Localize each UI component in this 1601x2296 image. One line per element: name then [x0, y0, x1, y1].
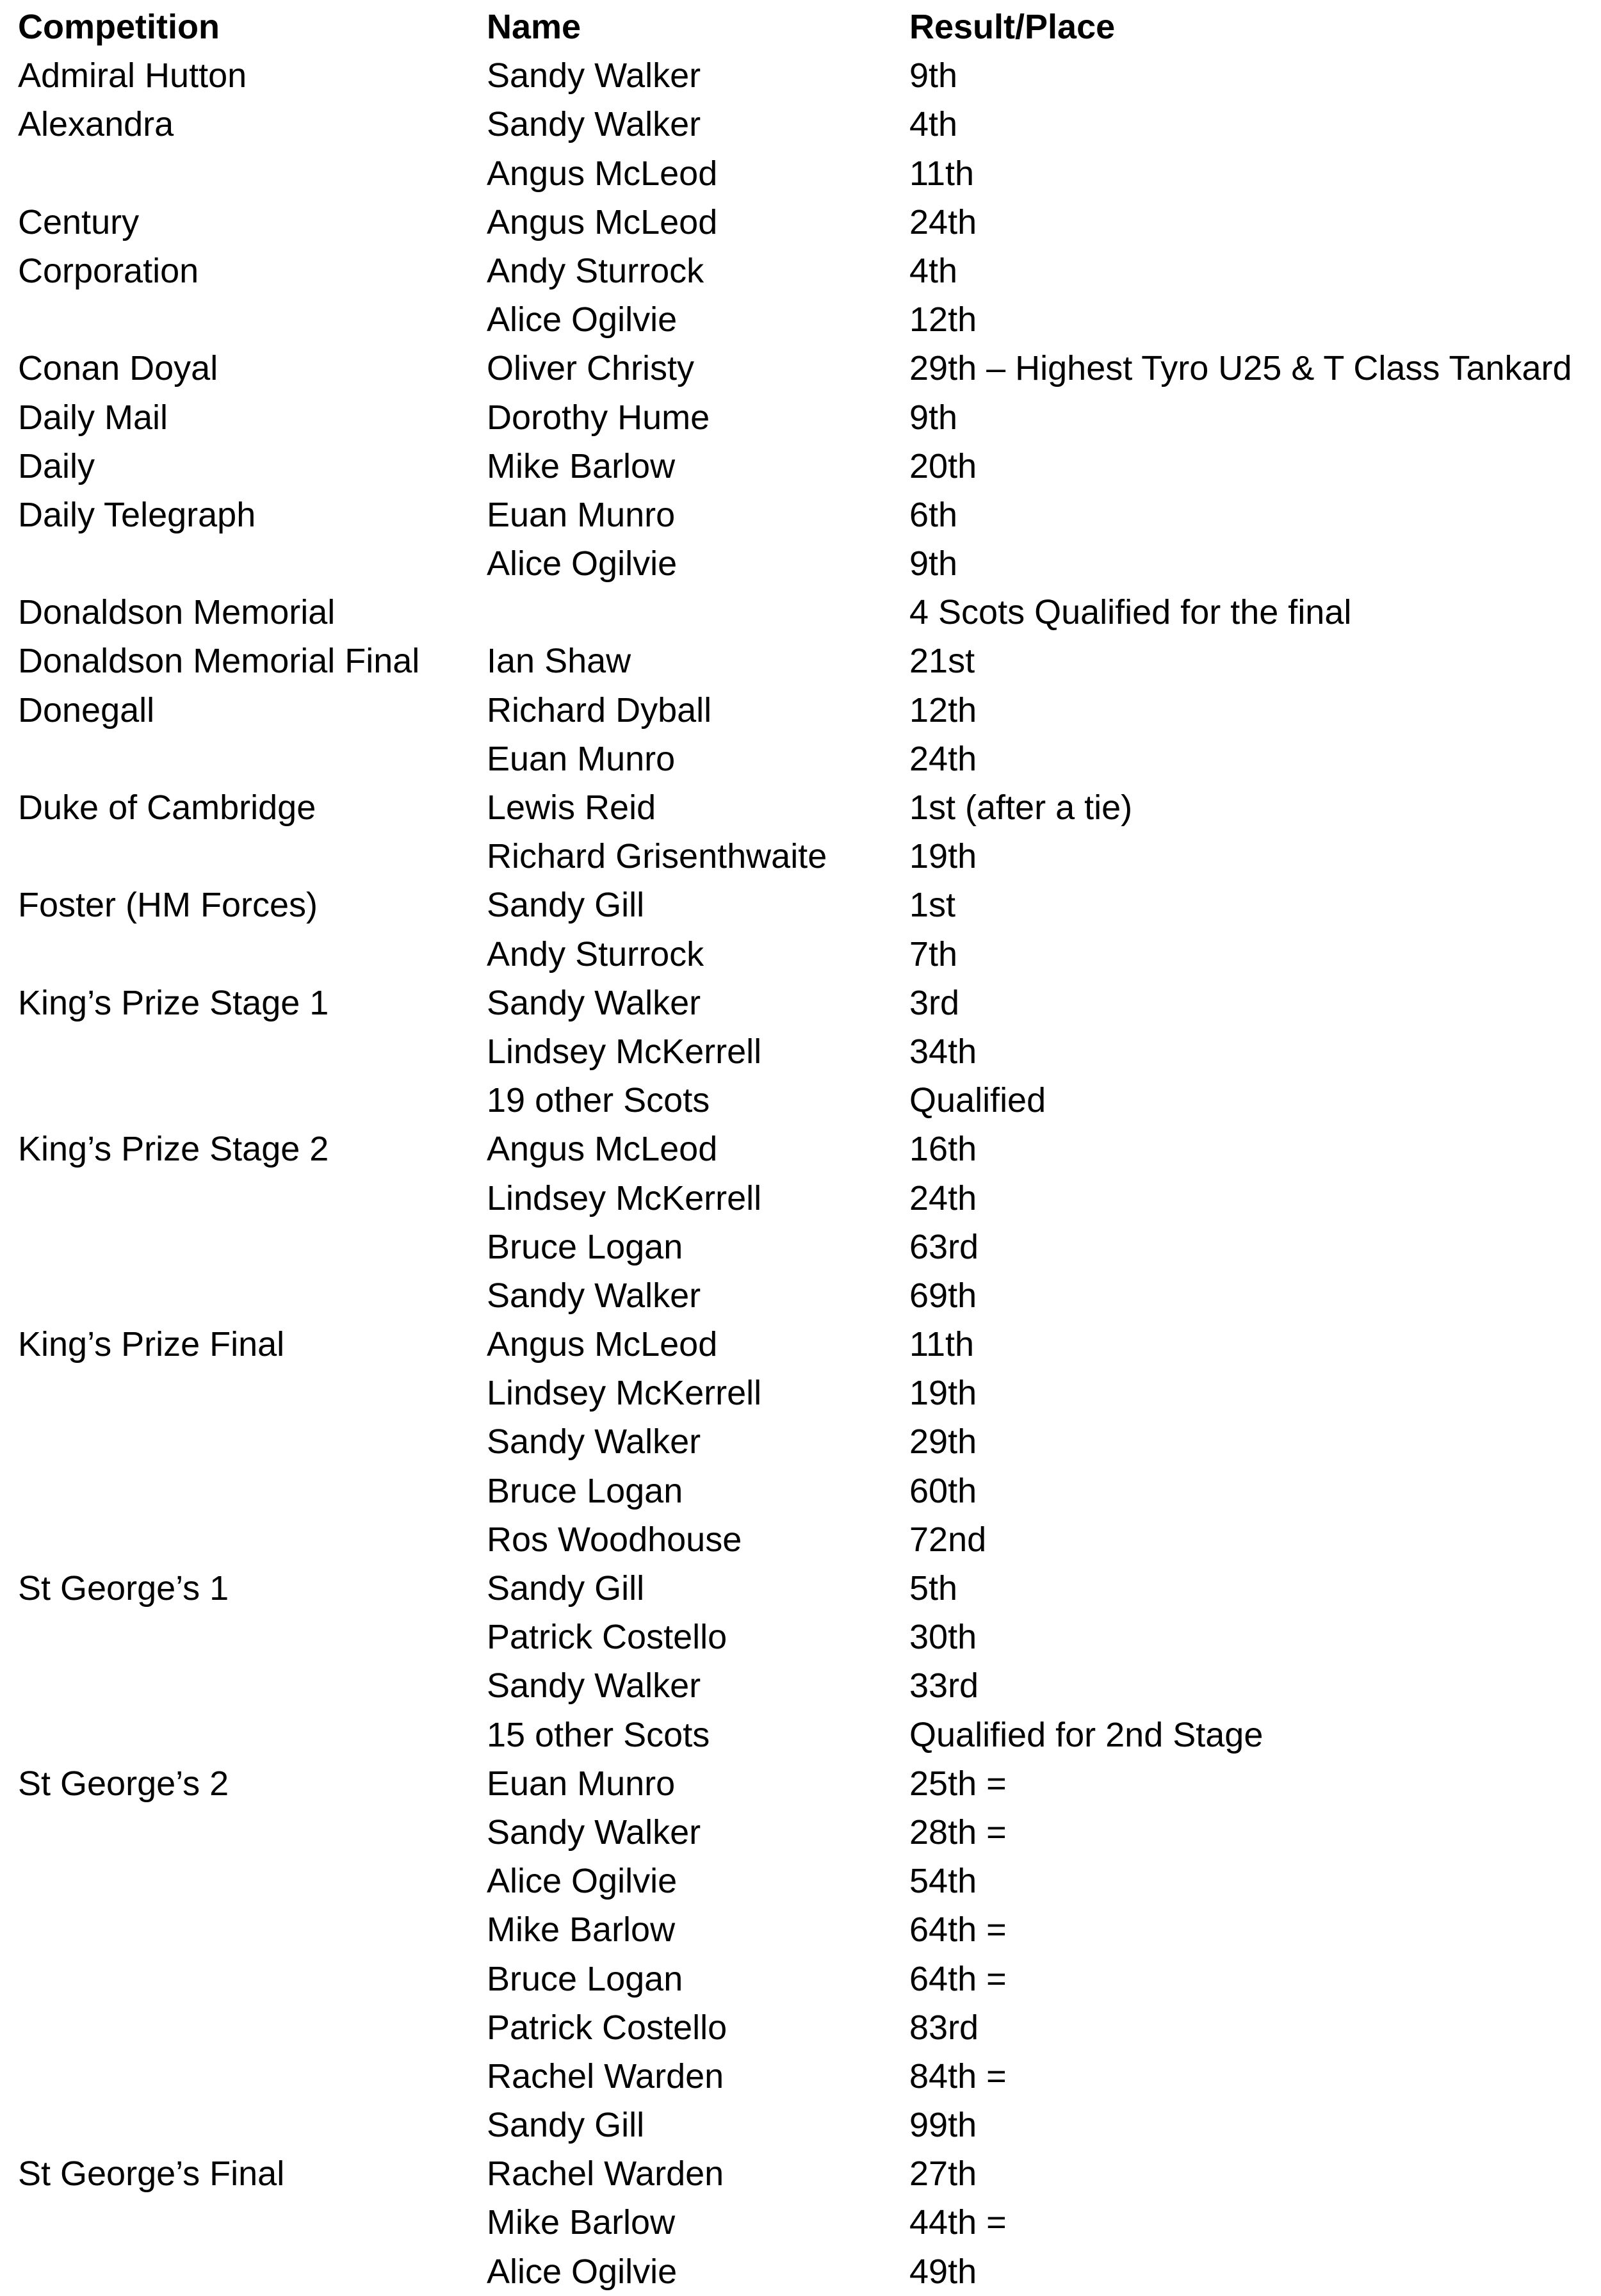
name-cell: Mike Barlow	[487, 446, 676, 485]
competition-cell	[18, 1808, 487, 1857]
result-cell: 28th =	[909, 1812, 1007, 1852]
name-cell: Euan Munro	[487, 739, 676, 778]
name-cell: Bruce Logan	[487, 1471, 683, 1510]
table-body	[18, 51, 1593, 2296]
table-row	[18, 1857, 1593, 1905]
table-row	[18, 1320, 1593, 1369]
competition-cell	[18, 1417, 487, 1466]
result-cell: 60th	[909, 1471, 977, 1510]
name-cell: Alice Ogilvie	[487, 300, 678, 339]
competition-cell	[18, 1467, 487, 1515]
name-cell: 19 other Scots	[487, 1081, 710, 1120]
result-cell: 12th	[909, 690, 977, 729]
table-row	[18, 491, 1593, 539]
result-cell: 16th	[909, 1130, 977, 1169]
name-cell: Sandy Walker	[487, 1666, 701, 1706]
name-cell: Lindsey McKerrell	[487, 1374, 762, 1413]
table-row	[18, 2247, 1593, 2296]
table-row	[18, 930, 1593, 979]
competition-cell: Donaldson Memorial	[18, 593, 336, 632]
result-cell: 24th	[909, 202, 977, 241]
result-cell: 63rd	[909, 1227, 979, 1266]
name-cell: Sandy Walker	[487, 56, 701, 95]
name-cell: Lewis Reid	[487, 788, 656, 827]
competition-cell: Duke of Cambridge	[18, 788, 316, 827]
name-cell: Richard Grisenthwaite	[487, 837, 827, 876]
competition-cell	[18, 1905, 487, 1954]
table-row	[18, 1467, 1593, 1515]
name-cell: Lindsey McKerrell	[487, 1032, 762, 1071]
table-row	[18, 1613, 1593, 1661]
competition-cell: Daily Mail	[18, 398, 168, 437]
competition-cell	[18, 2052, 487, 2101]
result-cell: 54th	[909, 1862, 977, 1901]
competition-cell: King’s Prize Stage 2	[18, 1130, 329, 1169]
result-cell: Qualified	[909, 1081, 1046, 1120]
name-cell: Sandy Gill	[487, 1569, 645, 1608]
competition-cell: Admiral Hutton	[18, 56, 247, 95]
competition-cell	[18, 1174, 487, 1223]
table-row	[18, 637, 1593, 685]
name-cell: Euan Munro	[487, 495, 676, 534]
result-cell: 29th	[909, 1422, 977, 1461]
competition-cell	[18, 832, 487, 881]
competition-cell	[18, 1271, 487, 1320]
name-cell: Andy Sturrock	[487, 934, 704, 973]
table-row	[18, 588, 1593, 637]
name-cell: Rachel Warden	[487, 2056, 724, 2096]
name-cell: Angus McLeod	[487, 1325, 718, 1364]
competition-cell	[18, 1661, 487, 1710]
competition-cell: Alexandra	[18, 105, 174, 144]
result-cell: 27th	[909, 2154, 977, 2194]
competition-cell	[18, 1223, 487, 1271]
table-row	[18, 735, 1593, 783]
name-cell: Sandy Walker	[487, 105, 701, 144]
name-cell: Andy Sturrock	[487, 251, 704, 290]
table-row	[18, 2101, 1593, 2149]
table-row	[18, 247, 1593, 295]
name-cell: Ian Shaw	[487, 642, 631, 681]
name-cell: Mike Barlow	[487, 2203, 676, 2242]
result-cell: 21st	[909, 642, 975, 681]
result-cell: 33rd	[909, 1666, 979, 1706]
result-cell: 49th	[909, 2252, 977, 2291]
table-row	[18, 198, 1593, 247]
table-row	[18, 1271, 1593, 1320]
result-cell: 7th	[909, 934, 958, 973]
result-cell: 83rd	[909, 2008, 979, 2047]
name-cell: Sandy Walker	[487, 1276, 701, 1315]
name-cell: Angus McLeod	[487, 202, 718, 241]
result-cell: 20th	[909, 446, 977, 485]
name-cell: Mike Barlow	[487, 1910, 676, 1950]
result-cell: 9th	[909, 56, 958, 95]
table-row	[18, 295, 1593, 344]
table-row	[18, 539, 1593, 588]
name-cell	[487, 588, 909, 637]
name-cell: Sandy Gill	[487, 886, 645, 925]
competition-cell	[18, 1857, 487, 1905]
name-cell: Dorothy Hume	[487, 398, 710, 437]
table-header	[18, 3, 1593, 51]
table-row	[18, 2003, 1593, 2052]
table-row	[18, 1027, 1593, 1076]
name-cell: Richard Dyball	[487, 690, 712, 729]
name-cell: Lindsey McKerrell	[487, 1178, 762, 1217]
competition-cell: Foster (HM Forces)	[18, 886, 318, 925]
competition-cell	[18, 539, 487, 588]
table-row	[18, 100, 1593, 149]
table-row	[18, 1515, 1593, 1564]
table-row	[18, 1808, 1593, 1857]
competition-cell	[18, 2247, 487, 2296]
competition-cell: St George’s 2	[18, 1764, 229, 1803]
competition-cell: Donaldson Memorial Final	[18, 642, 420, 681]
result-cell: 11th	[909, 154, 975, 193]
competition-cell: Conan Doyal	[18, 349, 218, 388]
table-row	[18, 2052, 1593, 2101]
result-cell: 5th	[909, 1569, 958, 1608]
competition-cell: King’s Prize Stage 1	[18, 983, 329, 1022]
table-row	[18, 344, 1593, 393]
competition-cell	[18, 149, 487, 198]
table-row	[18, 1759, 1593, 1808]
table-row	[18, 1661, 1593, 1710]
table-row	[18, 2198, 1593, 2247]
header-result: Result/Place	[909, 8, 1116, 46]
competition-cell	[18, 1076, 487, 1125]
name-cell: Alice Ogilvie	[487, 1862, 678, 1901]
result-cell: 99th	[909, 2106, 977, 2145]
result-cell: 72nd	[909, 1520, 987, 1559]
competition-cell: St George’s Final	[18, 2154, 285, 2194]
result-cell: 29th – Highest Tyro U25 & T Class Tankard	[909, 349, 1572, 388]
name-cell: Sandy Walker	[487, 983, 701, 1022]
result-cell: 12th	[909, 300, 977, 339]
table-row	[18, 1174, 1593, 1223]
result-cell: 4th	[909, 251, 958, 290]
competition-cell: King’s Prize Final	[18, 1325, 285, 1364]
result-cell: 9th	[909, 544, 958, 583]
table-row	[18, 1711, 1593, 1759]
result-cell: 30th	[909, 1618, 977, 1657]
table-row	[18, 979, 1593, 1027]
result-cell: 34th	[909, 1032, 977, 1071]
name-cell: Alice Ogilvie	[487, 2252, 678, 2291]
table-row	[18, 1369, 1593, 1417]
competition-cell	[18, 1515, 487, 1564]
name-cell: Oliver Christy	[487, 349, 695, 388]
competition-cell	[18, 930, 487, 979]
competition-cell	[18, 2198, 487, 2247]
table-row	[18, 881, 1593, 929]
name-cell: Patrick Costello	[487, 2008, 727, 2047]
name-cell: Euan Munro	[487, 1764, 676, 1803]
result-cell: 19th	[909, 837, 977, 876]
table-row	[18, 1076, 1593, 1125]
competition-cell: Daily	[18, 446, 95, 485]
table-row	[18, 149, 1593, 198]
result-cell: 1st (after a tie)	[909, 788, 1133, 827]
name-cell: Patrick Costello	[487, 1618, 727, 1657]
table-row	[18, 832, 1593, 881]
result-cell: 24th	[909, 1178, 977, 1217]
name-cell: Sandy Walker	[487, 1812, 701, 1852]
result-cell: 9th	[909, 398, 958, 437]
table-row	[18, 783, 1593, 832]
name-cell: Alice Ogilvie	[487, 544, 678, 583]
competition-cell	[18, 735, 487, 783]
result-cell: 6th	[909, 495, 958, 534]
table-row	[18, 393, 1593, 442]
result-cell: 4 Scots Qualified for the final	[909, 593, 1352, 632]
name-cell: Rachel Warden	[487, 2154, 724, 2194]
result-cell: 1st	[909, 886, 956, 925]
competition-cell: Corporation	[18, 251, 199, 290]
result-cell: 44th =	[909, 2203, 1007, 2242]
competition-cell: Donegall	[18, 690, 155, 729]
name-cell: Sandy Walker	[487, 1422, 701, 1461]
result-cell: Qualified for 2nd Stage	[909, 1715, 1264, 1754]
header-competition: Competition	[18, 8, 220, 46]
result-cell: 64th =	[909, 1959, 1007, 1998]
result-cell: 69th	[909, 1276, 977, 1315]
result-cell: 3rd	[909, 983, 960, 1022]
result-cell: 19th	[909, 1374, 977, 1413]
table-row	[18, 51, 1593, 100]
results-table	[18, 3, 1593, 2296]
name-cell: 15 other Scots	[487, 1715, 710, 1754]
name-cell: Angus McLeod	[487, 1130, 718, 1169]
name-cell: Bruce Logan	[487, 1227, 683, 1266]
table-row	[18, 1905, 1593, 1954]
table-row	[18, 2149, 1593, 2198]
table-row	[18, 442, 1593, 491]
name-cell: Ros Woodhouse	[487, 1520, 742, 1559]
result-cell: 4th	[909, 105, 958, 144]
table-row	[18, 1564, 1593, 1613]
result-cell: 84th =	[909, 2056, 1007, 2096]
competition-cell	[18, 1711, 487, 1759]
competition-cell	[18, 2101, 487, 2149]
name-cell: Bruce Logan	[487, 1959, 683, 1998]
competition-cell: Daily Telegraph	[18, 495, 256, 534]
table-row	[18, 1417, 1593, 1466]
result-cell: 25th =	[909, 1764, 1007, 1803]
header-name: Name	[487, 8, 581, 46]
competition-cell	[18, 1955, 487, 2003]
table-row	[18, 1955, 1593, 2003]
competition-cell: St George’s 1	[18, 1569, 229, 1608]
table-row	[18, 686, 1593, 735]
name-cell: Sandy Gill	[487, 2106, 645, 2145]
table-row	[18, 1125, 1593, 1173]
competition-cell	[18, 1369, 487, 1417]
competition-cell	[18, 2003, 487, 2052]
competition-cell: Century	[18, 202, 140, 241]
competition-cell	[18, 1613, 487, 1661]
result-cell: 24th	[909, 739, 977, 778]
table-row	[18, 1223, 1593, 1271]
competition-cell	[18, 1027, 487, 1076]
name-cell: Angus McLeod	[487, 154, 718, 193]
competition-cell	[18, 295, 487, 344]
result-cell: 64th =	[909, 1910, 1007, 1950]
result-cell: 11th	[909, 1325, 975, 1364]
